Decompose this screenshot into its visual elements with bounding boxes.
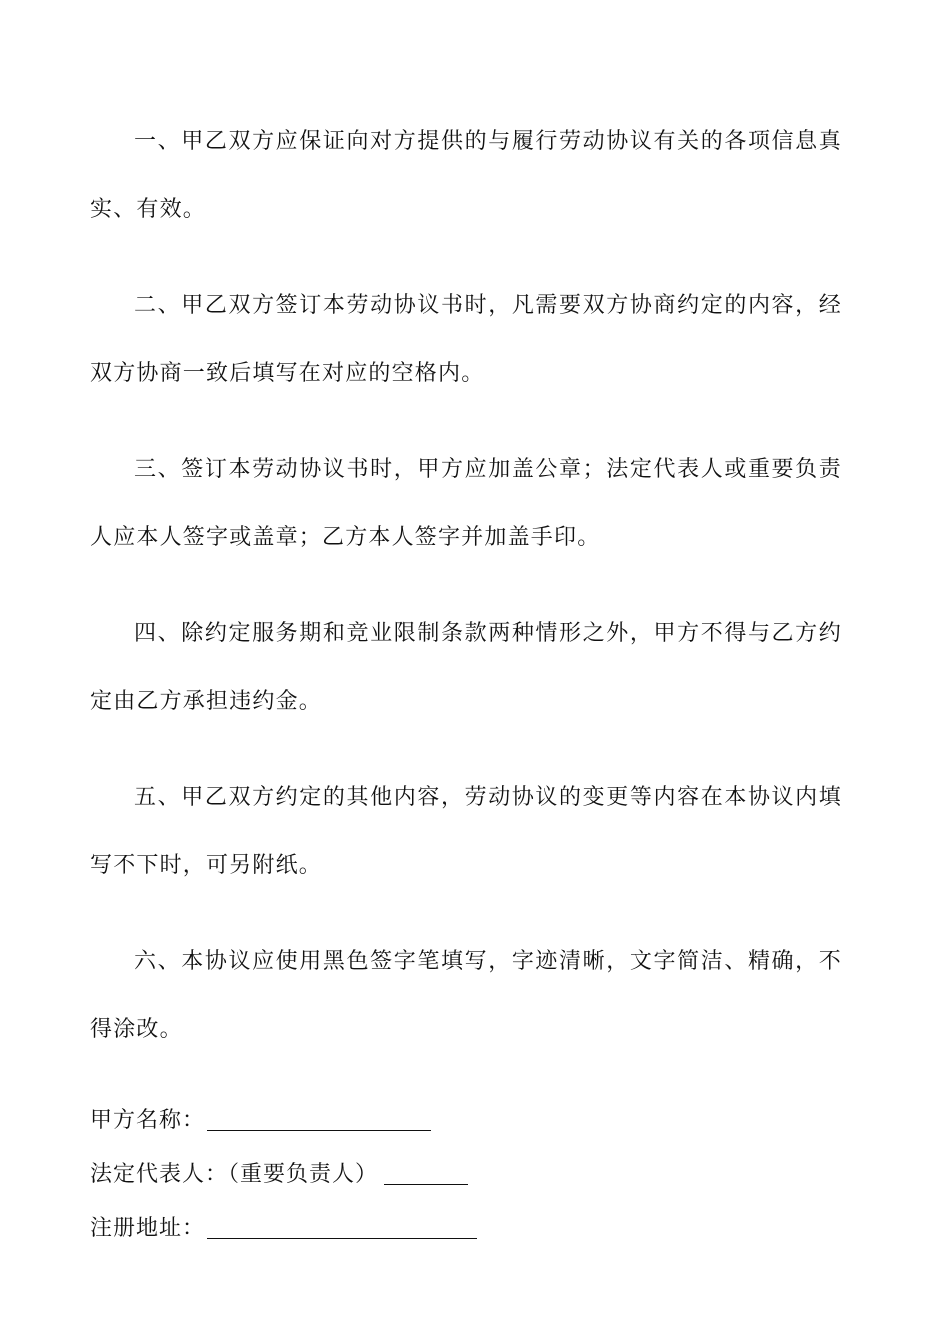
- registered-address-label: 注册地址：: [90, 1216, 206, 1241]
- clause-5: 五、甲乙双方约定的其他内容，劳动协议的变更等内容在本协议内填写不下时，可另附纸。: [90, 785, 842, 878]
- signature-fields: [90, 1100, 850, 1262]
- registered-address-blank[interactable]: [207, 1208, 477, 1239]
- clause-1: 一、甲乙双方应保证向对方提供的与履行劳动协议有关的各项信息真实、有效。: [90, 129, 842, 222]
- legal-rep-row: [90, 1154, 850, 1208]
- legal-rep-label: 法定代表人：（重要负责人）: [90, 1162, 379, 1187]
- clause-6: 六、本协议应使用黑色签字笔填写，字迹清晰，文字简洁、精确，不得涂改。: [90, 949, 842, 1042]
- instructions-list: [90, 108, 842, 1092]
- clause-2: 二、甲乙双方签订本劳动协议书时，凡需要双方协商约定的内容，经双方协商一致后填写在对应的空格内。: [90, 293, 842, 386]
- legal-rep-blank[interactable]: [384, 1154, 468, 1185]
- clause-4: 四、除约定服务期和竞业限制条款两种情形之外，甲方不得与乙方约定由乙方承担违约金。: [90, 621, 842, 714]
- party-a-name-label: 甲方名称：: [90, 1108, 206, 1133]
- party-a-name-row: [90, 1100, 850, 1154]
- clause-3: 三、签订本劳动协议书时，甲方应加盖公章；法定代表人或重要负责人应本人签字或盖章；乙方本人签字并加盖手印。: [90, 457, 842, 550]
- registered-address-row: [90, 1208, 850, 1262]
- party-a-name-blank[interactable]: [207, 1100, 431, 1131]
